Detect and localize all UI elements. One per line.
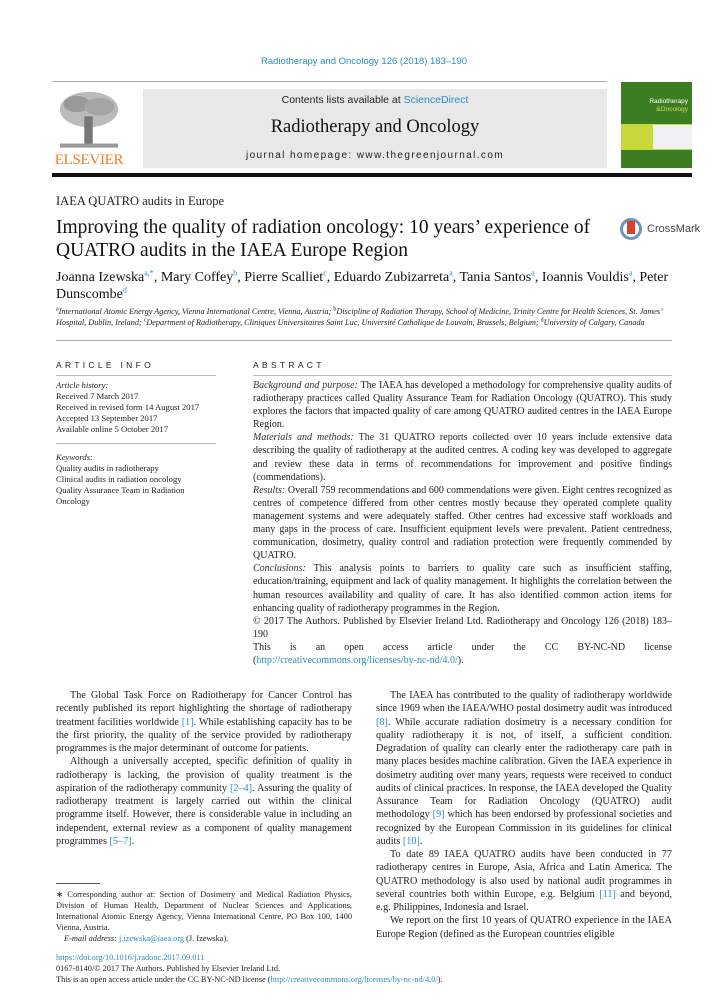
journal-masthead xyxy=(52,81,688,177)
author-affiliation-link[interactable]: a xyxy=(531,268,535,278)
affiliation-text: University of Calgary, Canada xyxy=(543,318,645,327)
citation-link[interactable]: [8] xyxy=(376,716,388,728)
author-affiliation-link[interactable]: b xyxy=(233,268,238,278)
footnote-rule xyxy=(56,883,100,884)
citation-link[interactable]: [9] xyxy=(432,809,445,821)
citation-link[interactable]: [11] xyxy=(599,888,616,900)
history-label: Article history: xyxy=(56,380,109,390)
citation-link[interactable]: [5–7] xyxy=(109,835,132,847)
journal-homepage[interactable]: journal homepage: www.thegreenjournal.com xyxy=(245,150,505,161)
keyword: Quality audits in radiotherapy xyxy=(56,463,159,473)
doi-link[interactable]: https://doi.org/10.1016/j.radonc.2017.09.011 xyxy=(56,953,205,963)
author-name: Peter Dunscombe xyxy=(56,270,669,302)
abstract-section-label: Conclusions: xyxy=(253,563,306,575)
body-text: . While establishing capacity has to be the first priority, the quality of the service provided by radiotherapy programmes is the major determinant of outcome for patients. xyxy=(56,716,352,755)
affiliation-marker: d xyxy=(540,317,544,324)
citation-link[interactable]: [1] xyxy=(181,716,194,728)
abstract-section xyxy=(253,379,672,431)
abstract-section xyxy=(253,562,672,614)
email-link[interactable]: j.izewska@iaea.org xyxy=(119,934,185,944)
elsevier-tree-icon xyxy=(58,89,120,149)
keyword: Quality Assurance Team in Radiation Oncology xyxy=(56,485,185,506)
history-item: Available online 5 October 2017 xyxy=(56,424,169,434)
author-list xyxy=(56,269,676,303)
license-link[interactable]: http://creativecommons.org/licenses/by-nc-nd/4.0/ xyxy=(256,654,458,666)
contents-line: Contents lists available at ScienceDirect xyxy=(281,94,469,106)
body-text: and beyond, e.g. Philippines, Indonesia and Israel. xyxy=(376,888,673,914)
article-info xyxy=(56,380,216,507)
body-column-right xyxy=(376,689,672,944)
abstract-section-text: The 31 QUATRO reports collected over 10 years include extensive data describing the quality of radiotherapy at the audited centres. A coding key was developed to aggregate and review these data in terms of recommendations for improvement and positive findings (commendations). xyxy=(253,432,673,483)
history-item: Received 7 March 2017 xyxy=(56,391,139,401)
abstract-section xyxy=(253,431,672,483)
elsevier-logo xyxy=(52,89,126,168)
body-paragraph xyxy=(376,689,672,848)
journal-banner xyxy=(143,89,607,168)
citation-link[interactable]: [2–4] xyxy=(229,782,253,794)
license-text: This is an open access article under the CC BY-NC-ND license ( xyxy=(253,641,672,666)
copyright: © 2017 The Authors. Published by Elsevier Ireland Ltd. Radiotherapy and Oncology 126 (2018) 183–190 xyxy=(253,615,672,640)
author-affiliation-link[interactable]: a xyxy=(449,268,453,278)
body-text: Although a universally accepted, specific definition of quality in radiotherapy is lacking, the provision of quality treatment is the aspiration of the radiotherapy community xyxy=(56,756,352,794)
author-name: Eduardo Zubizarreta xyxy=(333,270,450,285)
author-affiliation-link[interactable]: d xyxy=(122,285,127,295)
abstract-heading: ABSTRACT xyxy=(253,360,325,370)
body-paragraph xyxy=(376,848,672,914)
body-paragraph xyxy=(56,755,352,848)
article-section: IAEA QUATRO audits in Europe xyxy=(56,194,225,208)
keyword: Clinical audits in radiation oncology xyxy=(56,474,182,484)
divider xyxy=(253,375,672,376)
author-name: Joanna Izewska xyxy=(56,270,145,285)
history-item: Received in revised form 14 August 2017 xyxy=(56,402,200,412)
author-name: Ioannis Vouldis xyxy=(541,270,629,285)
separator: , xyxy=(534,270,542,285)
author-name: Mary Coffey xyxy=(160,270,234,285)
crossmark-button[interactable]: CrossMark xyxy=(620,218,690,244)
license xyxy=(253,641,672,667)
body-text: To date 89 IAEA QUATRO audits have been conducted in 77 radiotherapy centres in Europe, Asia, Africa and Latin America. The QUATRO methodology is also used by national audit programmes in several countries both within Europe, e.g. Belgium xyxy=(376,849,672,900)
separator: , xyxy=(153,270,161,285)
license-link[interactable]: http://creativecommons.org/licenses/by-nc-nd/4.0/ xyxy=(270,975,438,985)
header-rule xyxy=(52,173,692,177)
body-text: We report on the first 10 years of QUATRO experience in the IAEA Europe Region (defined as the European countries eligible xyxy=(376,915,672,940)
body-text: which has been endorsed by professional societies and recognized by the European Commission in its guidelines for clinical audits xyxy=(376,809,672,847)
body-text: . xyxy=(131,835,135,847)
abstract-section xyxy=(253,484,672,563)
body-paragraph xyxy=(56,689,352,755)
author-affiliation-link[interactable]: a,* xyxy=(144,268,154,278)
affiliation-text: Discipline of Radiation Therapy, School of Medicine, Trinity Centre for Health Sciences, St. James’ Hospital, Dublin, Ireland; xyxy=(56,307,662,327)
abstract-section-text: The IAEA has developed a methodology for comprehensive quality audits of radiotherapy practices called Quality Assurance Team for Radiation Oncology (QUATRO). This study explores the factors that impacted quality of care among QUATRO audited centres in the IAEA Europe Region. xyxy=(253,380,673,431)
abstract xyxy=(253,379,672,667)
abstract-section-text: Overall 759 recommendations and 600 commendations were given. Eight centres recognized as centres of competence differed from other centres mostly because they operated complete quality management systems and were adequately staffed. Other centres had excessive staff workloads and many gaps in the process of care. Insufficient equipment levels were prevalent. Patient centredness, communication, dosimetry, quality control and radiation protection were frequently commended by QUATRO. xyxy=(253,484,672,562)
author-name: Tania Santos xyxy=(459,270,532,285)
affiliation-text: International Atomic Energy Agency, Vienna International Centre, Vienna, Austria; xyxy=(58,307,334,316)
journal-title: Radiotherapy and Oncology xyxy=(270,117,480,137)
abstract-section-label: Results: xyxy=(253,484,286,496)
article-title: Improving the quality of radiation oncology: 10 years’ experience of QUATRO audits in the IAEA Europe Region xyxy=(56,217,591,261)
top-divider xyxy=(52,81,607,82)
abstract-section-label: Background and purpose: xyxy=(253,380,358,391)
footnote: ∗ Corresponding author at: Section of Dosimetry and Medical Radiation Physics, Division of Human Health, Department of Nuclear Sciences and Applications, International Atomic Energy Agency, Vienna International Centre, PO Box 100, 1400 Vienna, Austria. E-mail address: j.izewska@iaea.org (J. Izewska). xyxy=(56,890,352,944)
history-item: Accepted 13 September 2017 xyxy=(56,413,158,423)
elsevier-wordmark: ELSEVIER xyxy=(54,152,124,168)
journal-cover-image: Radiotherapy &Oncology xyxy=(621,82,692,168)
separator: , xyxy=(326,270,334,285)
body-text: The IAEA has contributed to the quality of radiotherapy worldwide since 1969 when the IAEA/WHO postal dosimetry audit was introduced xyxy=(376,690,672,715)
sciencedirect-link[interactable]: ScienceDirect xyxy=(403,94,469,106)
abstract-section-label: Materials and methods: xyxy=(253,432,354,444)
body-paragraph xyxy=(376,914,672,941)
author-affiliation-link[interactable]: a xyxy=(628,268,633,278)
body-text: . While accurate radiation dosimetry is a necessary condition for quality radiotherapy it is not, of itself, a sufficient condition. Degradation of quality can clearly enter the radiotherapy care path in many places besides machine calibration. Given the IAEA experience in dosimetry auditing over many years, requests were received to conduct audits of clinical practices. In response, the IAEA developed the Quality Assurance Team for Radiation Oncology (QUATRO) audit methodology xyxy=(376,716,672,821)
body-text: . Assuring the quality of radiotherapy treatment is largely carried out within the clinical programme itself. However, there is considerable value in including an independent, external review as a component of quality management programmes xyxy=(56,782,352,847)
journal-reference-link[interactable]: Radiotherapy and Oncology 126 (2018) 183–190 xyxy=(261,56,467,67)
body-text: The Global Task Force on Radiotherapy for Cancer Control has recently published its report highlighting the shortage of radiotherapy treatment facilities worldwide xyxy=(56,690,352,728)
citation-link[interactable]: [10] xyxy=(402,835,420,847)
author-name: Pierre Scalliet xyxy=(244,270,324,285)
page-footer: https://doi.org/10.1016/j.radonc.2017.09.011 0167-8140/© 2017 The Authors. Published by Elsevier Ireland Ltd. This is an open access article under the CC BY-NC-ND license (http://creativecommons.org/licenses/by-nc-nd/4.0/). xyxy=(56,953,443,985)
license-text: ). xyxy=(457,654,464,666)
affiliation-marker: c xyxy=(143,317,147,324)
affiliation-marker: b xyxy=(333,306,337,313)
divider xyxy=(56,375,216,376)
article-info-heading: ARTICLE INFO xyxy=(56,360,155,370)
keywords-label: Keywords: xyxy=(56,452,93,462)
separator: , xyxy=(632,270,640,285)
separator: , xyxy=(237,270,245,285)
affiliation-text: Department of Radiotherapy, Cliniques Universitaires Saint Luc, Université Catholique de Louvain, Brussels, Belgium; xyxy=(146,318,541,327)
abstract-section-text: This analysis points to barriers to quality care such as insufficient staffing, education/training, equipment and lack of quality management. It highlights the correlation between the human resources availability and quality of care. It has also identified common action items for enhancing quality of radiotherapy programmes in the Region. xyxy=(253,563,672,614)
affiliations xyxy=(56,306,672,328)
author-affiliation-link[interactable]: c xyxy=(323,268,327,278)
separator: , xyxy=(452,270,460,285)
spacer xyxy=(56,435,216,444)
affiliation-marker: a xyxy=(56,306,59,313)
body-column-left xyxy=(56,689,352,944)
body-text: . xyxy=(419,835,423,847)
divider xyxy=(56,340,672,341)
